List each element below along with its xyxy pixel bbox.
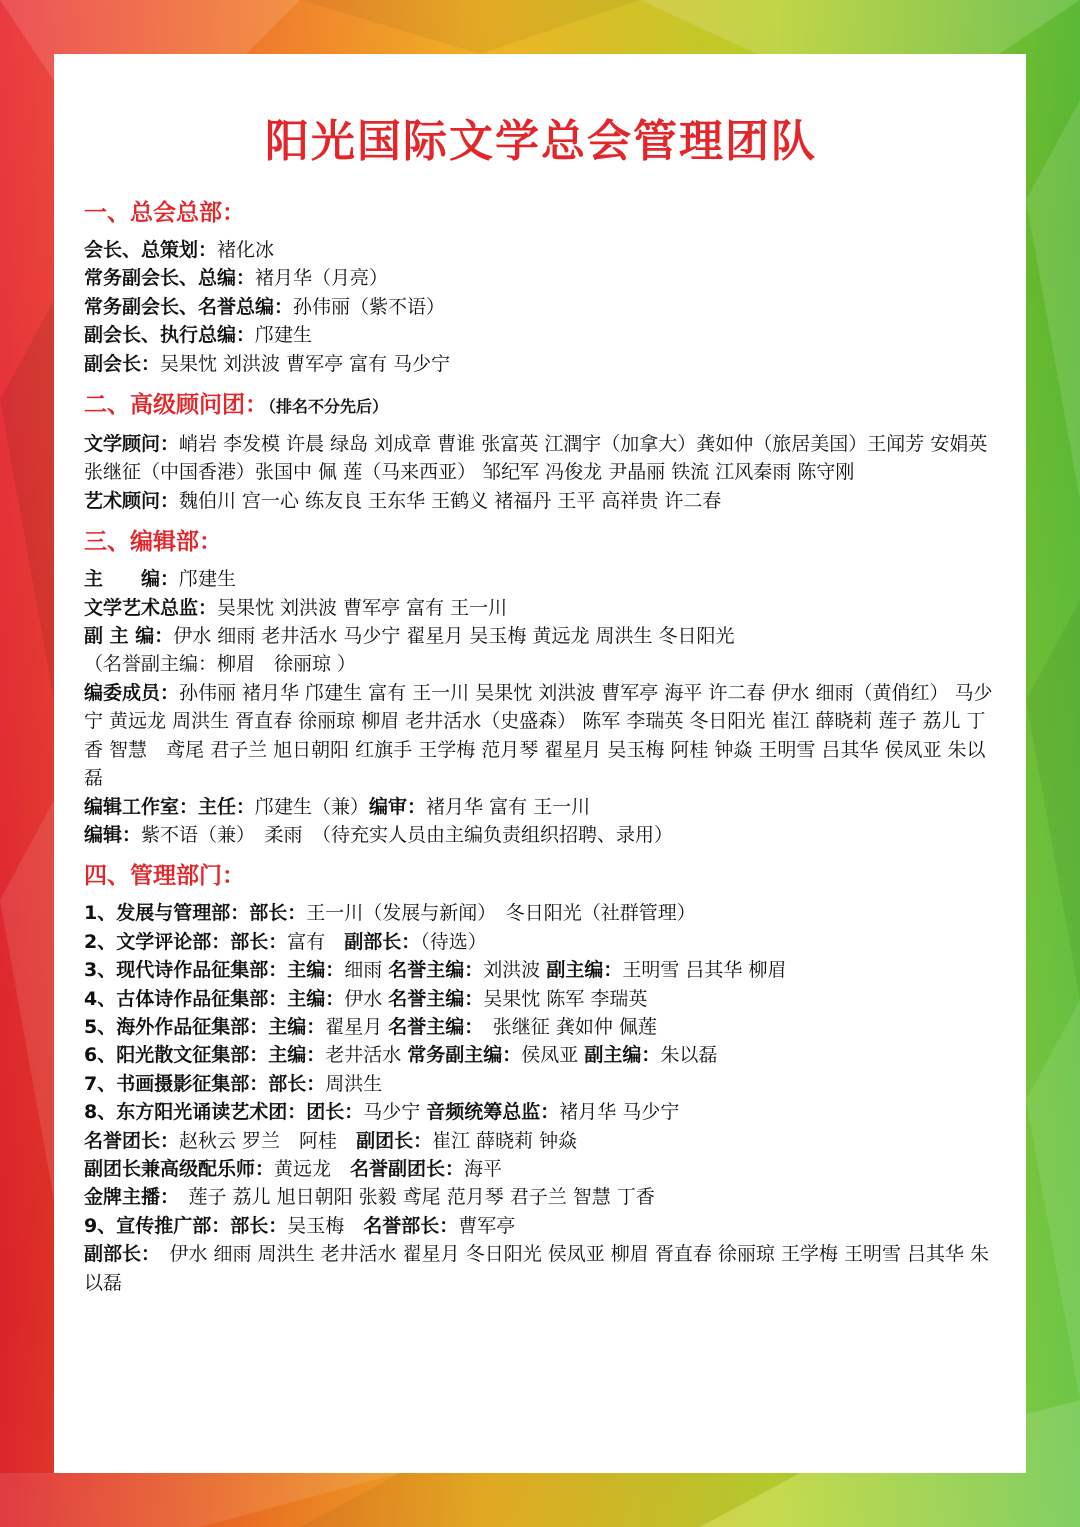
content-card [54,54,1026,1473]
member-names: 吴果忱 刘洪波 曹军亭 富有 王一川 [217,596,508,619]
member-names: 伊水 细雨 周洪生 老井活水 翟星月 冬日阳光 侯凤亚 柳眉 胥直春 徐丽琼 王学梅 王明雪 吕其华 朱以磊 [84,1243,990,1294]
role-label: 6、阳光散文征集部：主编： [84,1044,326,1067]
member-names: 周洪生 [325,1072,383,1095]
section-heading [84,525,998,559]
member-names: 孙伟丽 褚月华 邝建生 富有 王一川 吴果忱 刘洪波 曹军亭 海平 许二春 伊水 细雨（黄俏红） 马少宁 黄远龙 周洪生 胥直春 徐丽琼 柳眉 老井活水（史盛森） 陈军 李瑞英 冬日阳光 崔江 薛晓莉 莲子 荔儿 丁香 智慧 鸢尾 君子兰 旭日朝阳 红旗手 王学梅 范月琴 翟星月 吴玉梅 阿桂 钟焱 王明雪 吕其华 侯凤亚 朱以磊 [84,681,993,790]
roster-line [84,565,998,593]
section-heading [84,388,998,424]
member-names: 朱以磊 [660,1044,718,1067]
member-names: 紫不语（兼） 柔雨 （待充实人员由主编负责组织招聘、录用） [141,823,674,846]
roster-line [84,430,998,487]
role-label: 副部长： [84,1243,151,1266]
role-label: 常务副主编： [407,1044,522,1067]
member-names: 曹军亭 [458,1214,516,1237]
roster-line [84,650,998,678]
role-label: 艺术顾问： [84,489,180,512]
member-names: 褚月华 富有 王一川 [426,795,591,818]
roster-line [84,793,998,821]
role-label: 2、文学评论部：部长： [84,930,288,953]
role-label: 名誉副团长： [350,1157,465,1180]
member-names: 翟星月 [325,1015,389,1038]
role-label: 1、发展与管理部：部长： [84,902,307,925]
roster-line [84,293,998,321]
roster-line [84,985,998,1013]
role-label: 编辑： [84,823,142,846]
section-heading-text: 三、编辑部： [84,529,222,556]
role-label: 文学艺术总监： [84,596,218,619]
roster-line [84,622,998,650]
roster-line [84,321,998,349]
role-label: 名誉主编： [388,1015,474,1038]
member-names: 黄远龙 [274,1157,351,1180]
role-label: 9、宣传推广部：部长： [84,1214,288,1237]
roster-line [84,821,998,849]
role-label: 副部长： [344,930,421,953]
member-names: 侯凤亚 [521,1044,585,1067]
role-label: 名誉团长： [84,1129,180,1152]
role-label: 副团长兼高级配乐师： [84,1157,275,1180]
member-names: 王一川（发展与新闻） 冬日阳光（社群管理） [306,902,696,925]
roster-line [84,679,998,793]
role-label: 名誉主编： [388,959,484,982]
role-label: 副主编： [546,959,623,982]
section-note: （排名不分先后） [268,397,389,417]
role-label: 编审： [369,795,427,818]
role-label: 常务副会长、名誉总编： [84,295,294,318]
member-names: 海平 [464,1157,503,1180]
member-names: 伊水 [344,987,389,1010]
roster-line [84,1127,998,1155]
member-names: 魏伯川 宫一心 练友良 王东华 王鹤义 褚福丹 王平 高祥贵 许二春 [179,489,722,512]
role-label: 常务副会长、总编： [84,267,256,290]
role-label: 3、现代诗作品征集部：主编： [84,959,345,982]
member-names: 吴玉梅 [287,1214,364,1237]
section-heading-text: 一、总会总部： [84,200,245,226]
member-names: 王明雪 吕其华 柳眉 [622,959,787,982]
roster-line [84,236,998,264]
role-label: 编辑工作室：主任： [84,795,256,818]
member-names: 莲子 荔儿 旭日朝阳 张毅 鸢尾 范月琴 君子兰 智慧 丁香 [169,1186,655,1209]
section-heading-text: 二、高级顾问团： [84,392,268,419]
member-names: 邝建生（兼） [255,795,370,818]
roster-line [84,594,998,622]
role-label: 7、书画摄影征集部：部长： [84,1072,326,1095]
roster-line [84,899,998,927]
roster-line [84,1212,998,1240]
role-label: 8、东方阳光诵读艺术团：团长： [84,1101,364,1124]
member-names: 张继征 龚如仲 佩莲 [473,1015,657,1038]
role-label: 金牌主播： [84,1186,170,1209]
roster-line [84,928,998,956]
member-names: 褚化冰 [217,239,275,261]
roster-line [84,956,998,984]
roster-line [84,1240,998,1297]
member-names: 峭岩 李发模 许晨 绿岛 刘成章 曹谁 张富英 江潤宇（加拿大）龚如仲（旅居美国）王闻芳 安娟英 张继征（中国香港）张国中 佩 莲（马来西亚） 邹纪军 冯俊龙 尹晶丽 铁流 江风秦雨 陈守刚 [84,433,988,484]
member-names: 老井活水 [325,1044,408,1067]
member-names: 褚月华 马少宁 [559,1101,680,1124]
role-label: 副主编： [584,1044,661,1067]
member-names: 细雨 [344,959,389,982]
role-label: 4、古体诗作品征集部：主编： [84,987,345,1010]
role-label: 副会长： [84,352,161,375]
roster-line [84,1013,998,1041]
member-names: （名誉副主编：柳眉 徐丽琼 ） [84,653,357,676]
roster-line [84,264,998,292]
member-names: 吴果忱 刘洪波 曹军亭 富有 马少宁 [160,352,451,375]
role-label: 会长、总策划： [84,239,218,261]
roster-line [84,1098,998,1126]
role-label: 5、海外作品征集部：主编： [84,1015,326,1038]
role-label: 主 编： [84,568,180,591]
member-names: 马少宁 [363,1101,427,1124]
role-label: 副 主 编： [84,625,174,648]
roster-line [84,1183,998,1211]
roster-line [84,350,998,378]
member-names: 富有 [287,930,345,953]
member-names: 崔江 薛晓莉 钟焱 [432,1129,578,1152]
section-heading [84,859,998,893]
member-names: 邝建生 [179,568,237,591]
section-heading [84,196,998,230]
role-label: 名誉部长： [363,1214,459,1237]
sections-container [84,196,998,1297]
member-names: 伊水 细雨 老井活水 马少宁 翟星月 吴玉梅 黄远龙 周洪生 冬日阳光 [173,625,735,648]
section-heading-text: 四、管理部门： [84,863,245,890]
member-names: （待选） [420,930,487,953]
member-names: 邝建生 [255,324,313,347]
member-names: 孙伟丽（紫不语） [293,295,446,318]
role-label: 名誉主编： [388,987,484,1010]
page-title: 阳光国际文学总会管理团队 [265,116,817,167]
role-label: 副团长： [356,1129,433,1152]
member-names: 褚月华（月亮） [255,267,389,290]
role-label: 编委成员： [84,681,180,704]
roster-line [84,487,998,515]
roster-line [84,1041,998,1069]
role-label: 文学顾问： [84,433,180,456]
member-names: 赵秋云 罗兰 阿桂 [179,1129,357,1152]
role-label: 音频统筹总监： [426,1101,560,1124]
roster-line [84,1070,998,1098]
roster-line [84,1155,998,1183]
member-names: 吴果忱 陈军 李瑞英 [483,987,648,1010]
member-names: 刘洪波 [483,959,547,982]
role-label: 副会长、执行总编： [84,324,256,347]
